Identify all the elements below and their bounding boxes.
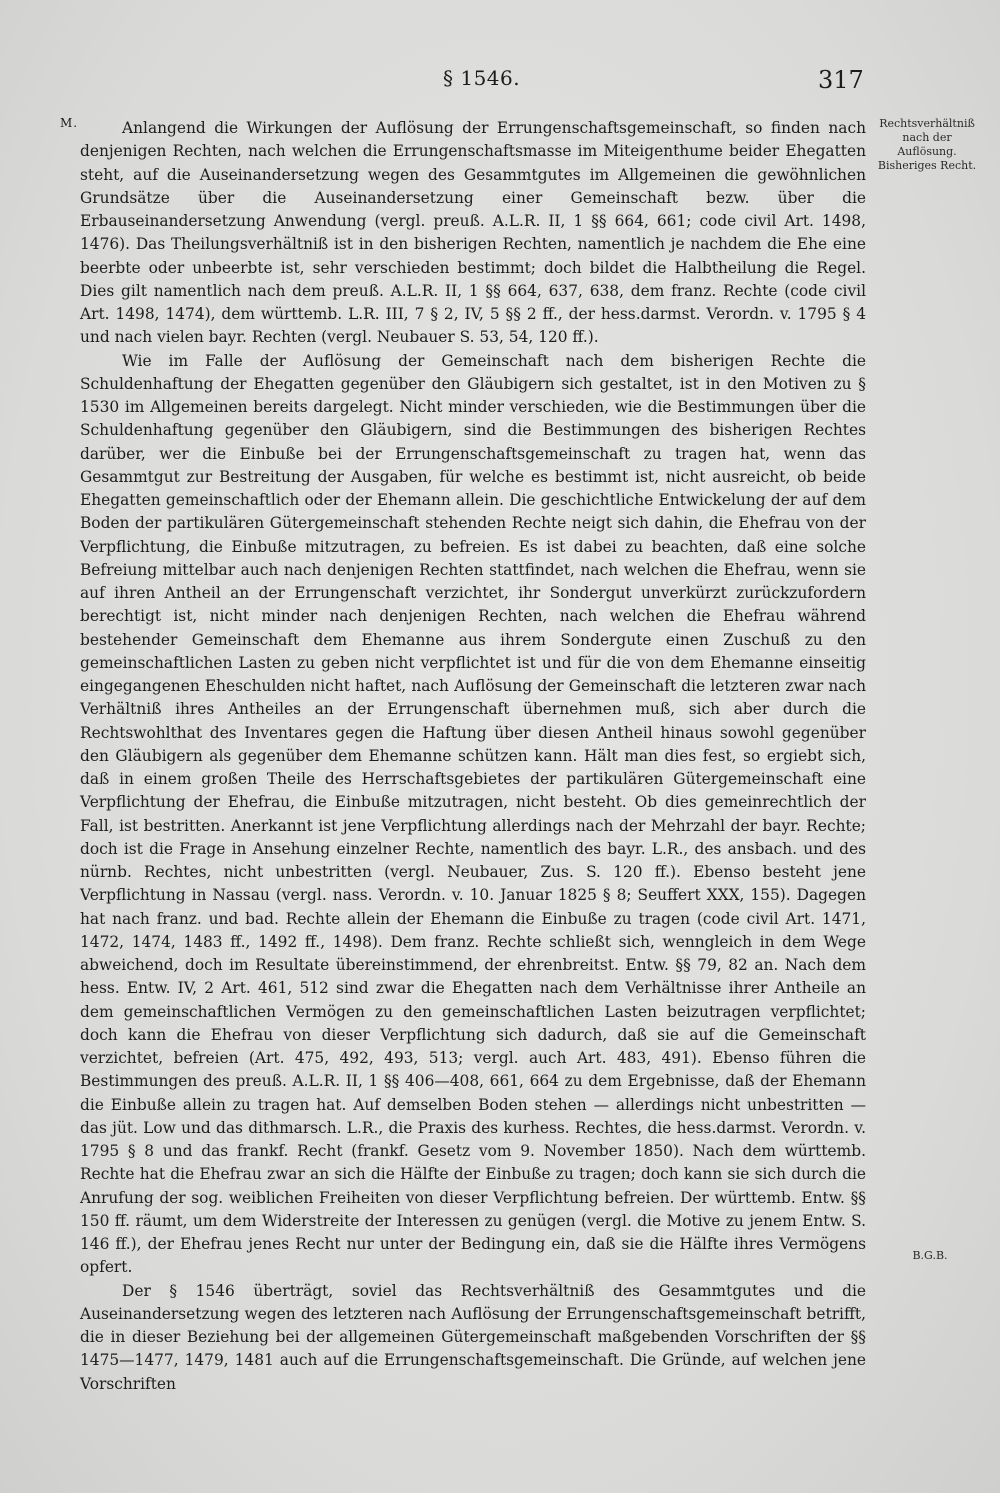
paragraph-1: Anlangend die Wirkungen der Auflösung der Errungenschaftsgemeinschaft, so finden nach denjenigen Rechten, nach welchen die Errungenschaftsmasse im Miteigenthume beider Ehegatten steht, auf die Auseinandersetzung wegen des Gesammtgutes im Allgemeinen die gewöhnlichen Grundsätze über die Auseinandersetzung einer Gemeinschaft bezw. über die Erbauseinandersetzung Anwendung (vergl. preuß. A.L.R. II, 1 §§ 664, 661; code civil Art. 1498, 1476). Das Theilungsverhältniß ist in den bisherigen Rechten, namentlich je nachdem die Ehe eine beerbte oder unbeerbte ist, sehr verschieden bestimmt; doch bildet die Halbtheilung die Regel. Dies gilt namentlich nach dem preuß. A.L.R. II, 1 §§ 664, 637, 638, dem franz. Rechte (code civil Art. 1498, 1474), dem württemb. L.R. III, 7 § 2, IV, 5 §§ 2 ff., der hess.darmst. Verordn. v. 1795 § 4 und nach vielen bayr. Rechten (vergl. Neubauer S. 53, 54, 120 ff.). bbox=[80, 119, 866, 347]
section-header: § 1546. bbox=[443, 66, 521, 90]
paragraph-2: Wie im Falle der Auflösung der Gemeinschaft nach dem bisherigen Rechte die Schuldenhaftung der Ehegatten gegenüber den Gläubigern sich gestaltet, ist in den Motiven zu § 1530 im Allgemeinen bereits dargelegt. Nicht minder verschieden, wie die Bestimmungen über die Schuldenhaftung gegenüber den Gläubigern, sind die Bestimmungen des bisherigen Rechtes darüber, wer die Einbuße bei der Errungenschaftsgemeinschaft zu tragen hat, wenn das Gesammtgut zur Bestreitung der Ausgaben, für welche es bestimmt ist, nicht ausreicht, ob beide Ehegatten gemeinschaftlich oder der Ehemann allein. Die geschichtliche Entwickelung der auf dem Boden der partikulären Gütergemeinschaft stehenden Rechte neigt sich dahin, die Ehefrau von der Verpflichtung, die Einbuße mitzutragen, zu befreien. Es ist dabei zu beachten, daß eine solche Befreiung mittelbar auch nach denjenigen Rechten stattfindet, nach welchen die Ehefrau, wenn sie auf ihren Antheil an der Errungenschaft verzichtet, ihr Sondergut unverkürzt zurückzufordern berechtigt ist, nicht minder nach denjenigen Rechten, nach welchen die Ehefrau während bestehender Gemeinschaft dem Ehemanne aus ihrem Sondergute einen Zuschuß zu den gemeinschaftlichen Lasten zu geben nicht verpflichtet ist und für die von dem Ehemanne einseitig eingegangenen Eheschulden nicht haftet, nach Auflösung der Gemeinschaft die letzteren zwar nach Verhältniß ihres Antheiles an der Errungenschaft übernehmen muß, sich aber durch die Rechtswohlthat des Inventares gegen die Haftung über diesen Antheil hinaus sowohl gegenüber den Gläubigern als gegenüber dem Ehemanne schützen kann. Hält man dies fest, so ergiebt sich, daß in einem großen Theile des Herrschaftsgebietes der partikulären Gütergemeinschaft eine Verpflichtung der Ehefrau, die Einbuße mitzutragen, nicht besteht. Ob dies gemeinrechtlich der Fall, ist bestritten. Anerkannt ist jene Verpflichtung allerdings nach der Mehrzahl der bayr. Rechte; doch ist die Frage in Ansehung einzelner Rechte, namentlich des bayr. L.R., des ansbach. und des nürnb. Rechtes, nicht unbestritten (vergl. Neubauer, Zus. S. 120 ff.). Ebenso besteht jene Verpflichtung in Nassau (vergl. nass. Verordn. v. 10. Januar 1825 § 8; Seuffert XXX, 155). Dagegen hat nach franz. und bad. Rechte allein der Ehemann die Einbuße zu tragen (code civil Art. 1471, 1472, 1474, 1483 ff., 1492 ff., 1498). Dem franz. Rechte schließt sich, wenngleich in dem Wege abweichend, doch im Resultate übereinstimmend, der ehrenbreitst. Entw. §§ 79, 82 an. Nach dem hess. Entw. IV, 2 Art. 461, 512 sind zwar die Ehegatten nach dem Verhältnisse ihrer Antheile an dem gemeinschaftlichen Vermögen zu den gemeinschaftlichen Lasten beizutragen verpflichtet; doch kann die Ehefrau von dieser Verpflichtung sich dadurch, daß sie auf die Gemeinschaft verzichtet, befreien (Art. 475, 492, 493, 513; vergl. auch Art. 483, 491). Ebenso führen die Bestimmungen des preuß. A.L.R. II, 1 §§ 406—408, 661, 664 zu dem Ergebnisse, daß der Ehemann die Einbuße allein zu tragen hat. Auf demselben Boden stehen — allerdings nicht unbestritten — das jüt. Low und das dithmarsch. L.R., die Praxis des kurhess. Rechtes, die hess.darmst. Verordn. v. 1795 § 8 und das frankf. Recht (frankf. Gesetz vom 9. November 1850). Nach dem württemb. Rechte hat die Ehefrau zwar an sich die Hälfte der Einbuße zu tragen; doch kann sie sich durch die Anrufung der sog. weiblichen Freiheiten von dieser Verpflichtung befreien. Der württemb. Entw. §§ 150 ff. räumt, um dem Widerstreite der Interessen zu genügen (vergl. die Motive zu jenem Entw. S. 146 ff.), der Ehefrau jenes Recht nur unter der Bedingung ein, daß sie die Hälfte ihres Vermögens opfert. bbox=[80, 351, 866, 1277]
page-number: 317 bbox=[818, 66, 864, 94]
margin-marker: M. bbox=[60, 116, 79, 130]
paragraph-3: Der § 1546 überträgt, soviel das Rechtsverhältniß des Gesammtgutes und die Auseinandersetzung wegen des letzteren nach Auflösung der Errungenschaftsgemeinschaft betrifft, die in dieser Beziehung bei der allgemeinen Gütergemeinschaft maßgebenden Vorschriften der §§ 1475—1477, 1479, 1481 auch auf die Errungenschaftsgemeinschaft. Die Gründe, auf welchen jene Vorschriften bbox=[80, 1281, 866, 1393]
side-note-bgb: B.G.B. bbox=[912, 1249, 948, 1262]
side-note-rechtsverhaeltnis: Rechtsverhältniß nach der Auflösung. Bisheriges Recht. bbox=[877, 117, 977, 172]
body-text bbox=[80, 117, 866, 1396]
